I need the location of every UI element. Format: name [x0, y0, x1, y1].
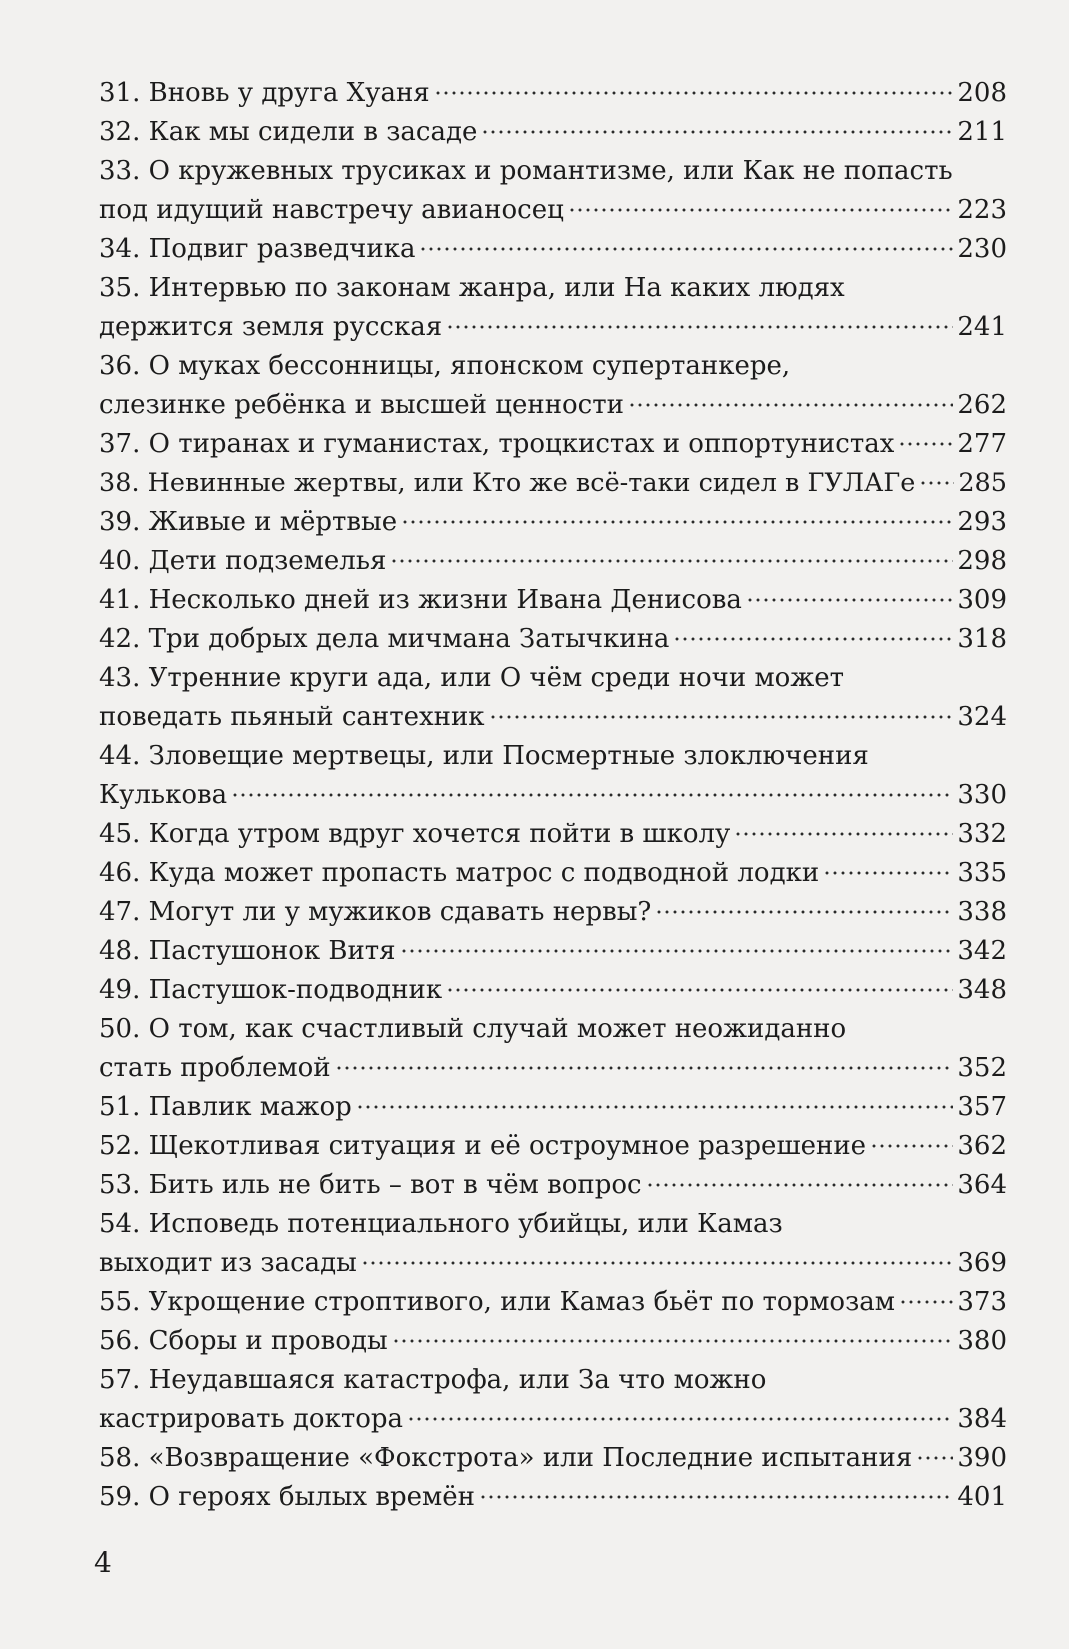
- toc-entry-title: Пастушок-подводник: [148, 975, 443, 1005]
- toc-entry-title: Неудавшаяся катастрофа, или За что можно: [148, 1365, 767, 1395]
- toc-entry-title-line: [99, 1361, 1007, 1400]
- toc-entry-page: 318: [957, 624, 1007, 654]
- dot-leader: [231, 780, 953, 806]
- toc-entry: [99, 74, 1007, 113]
- dot-leader: [489, 702, 954, 728]
- toc-entry-title: Дети подземелья: [148, 546, 387, 576]
- toc-entry: [99, 1439, 1007, 1478]
- dot-leader: [746, 585, 953, 611]
- toc-entry-page: 277: [957, 429, 1007, 459]
- toc-entry-title-line: [99, 854, 1007, 893]
- toc-entry-title: Утренние круги ада, или О чём среди ночи может: [148, 663, 845, 693]
- toc-entry-title-wrap: [99, 113, 477, 152]
- toc-entry: [99, 737, 1007, 815]
- toc-entry-title: поведать пьяный сантехник: [99, 702, 485, 732]
- dot-leader: [916, 1443, 953, 1469]
- toc-entry-title: Вновь у друга Хуаня: [148, 78, 430, 108]
- toc-entry-page: 230: [957, 234, 1007, 264]
- toc-entry-page: 390: [957, 1443, 1007, 1473]
- dot-leader: [361, 1248, 954, 1274]
- toc-entry-title-line: [99, 191, 1007, 230]
- toc-entry: [99, 854, 1007, 893]
- toc-entry-number: 33.: [99, 156, 141, 186]
- toc-entry-page: 330: [957, 780, 1007, 810]
- toc-entry-page: 324: [957, 702, 1007, 732]
- toc-entry-number: 43.: [99, 663, 141, 693]
- toc-entry-title: Подвиг разведчика: [148, 234, 416, 264]
- toc-entry-title-line: [99, 1088, 1007, 1127]
- toc-entry-page: 401: [957, 1482, 1007, 1512]
- toc-entry-title: Щекотливая ситуация и её остроумное разрешение: [148, 1131, 867, 1161]
- toc-entry-number: 40.: [99, 546, 141, 576]
- toc-entry-number: 56.: [99, 1326, 141, 1356]
- toc-entry-title-wrap: [99, 620, 669, 659]
- toc-entry-title: Невинные жертвы, или Кто же всё-таки сидел в ГУЛАГе: [147, 468, 916, 498]
- toc-entry-title-line: [99, 1205, 1007, 1244]
- toc-entry-title: О муках бессонницы, японском супертанкере,: [148, 351, 791, 381]
- dot-leader: [899, 1287, 953, 1313]
- toc-entry: [99, 893, 1007, 932]
- toc-entry-title-line: [99, 308, 1007, 347]
- toc-entry: [99, 1478, 1007, 1517]
- dot-leader: [919, 469, 954, 495]
- toc-entry-number: 55.: [99, 1287, 141, 1317]
- dot-leader: [419, 234, 953, 260]
- toc-entry-title-wrap: [99, 698, 485, 737]
- toc-entry-page: 362: [957, 1131, 1007, 1161]
- toc-entry-page: 208: [957, 78, 1007, 108]
- toc-entry: [99, 1205, 1007, 1283]
- toc-entry-page: 380: [957, 1326, 1007, 1356]
- toc-entry-number: 41.: [99, 585, 141, 615]
- toc-entry: [99, 503, 1007, 542]
- toc-entry-number: 47.: [99, 897, 141, 927]
- toc-entry-title-line: [99, 1400, 1007, 1439]
- toc-entry-title-line: [99, 737, 1007, 776]
- toc-entry: [99, 659, 1007, 737]
- dot-leader: [823, 858, 953, 884]
- dot-leader: [870, 1131, 953, 1157]
- toc-entry-page: 357: [957, 1092, 1007, 1122]
- toc-entry: [99, 542, 1007, 581]
- toc-entry: [99, 113, 1007, 152]
- toc-entry-number: 31.: [99, 78, 141, 108]
- toc-entry-title: Как мы сидели в засаде: [148, 117, 478, 147]
- toc-entry-number: 48.: [99, 936, 141, 966]
- toc-entry-number: 51.: [99, 1092, 141, 1122]
- toc-entry-page: 335: [957, 858, 1007, 888]
- dot-leader: [400, 936, 954, 962]
- toc-entry: [99, 971, 1007, 1010]
- toc-entry-title: О тиранах и гуманистах, троцкистах и оппортунистах: [148, 429, 895, 459]
- table-of-contents: [99, 74, 1007, 1517]
- toc-entry-title-line: [99, 1439, 1007, 1478]
- toc-entry-title-wrap: [99, 1478, 475, 1517]
- toc-entry-page: 298: [957, 546, 1007, 576]
- toc-entry-page: 332: [957, 819, 1007, 849]
- dot-leader: [335, 1053, 954, 1079]
- toc-entry-number: 52.: [99, 1131, 141, 1161]
- toc-entry-title: держится земля русская: [99, 312, 443, 342]
- dot-leader: [655, 897, 953, 923]
- toc-entry-title: под идущий навстречу авианосец: [99, 195, 564, 225]
- toc-entry: [99, 581, 1007, 620]
- toc-entry-page: 293: [957, 507, 1007, 537]
- toc-entry-title-line: [99, 1049, 1007, 1088]
- dot-leader: [673, 624, 953, 650]
- toc-entry-title-line: [99, 893, 1007, 932]
- toc-entry-title: «Возвращение «Фокстрота» или Последние испытания: [148, 1443, 913, 1473]
- toc-entry-page: 348: [957, 975, 1007, 1005]
- dot-leader: [446, 975, 953, 1001]
- toc-entry-title-wrap: [99, 1400, 403, 1439]
- page-number: 4: [94, 1546, 112, 1579]
- toc-entry: [99, 620, 1007, 659]
- toc-entry-title: Кулькова: [99, 780, 228, 810]
- toc-entry-page: 338: [957, 897, 1007, 927]
- toc-entry-title-line: [99, 347, 1007, 386]
- toc-entry-title: Павлик мажор: [148, 1092, 352, 1122]
- toc-entry-number: 38.: [99, 468, 140, 498]
- dot-leader: [356, 1092, 954, 1118]
- toc-entry-title-wrap: [99, 464, 915, 503]
- toc-entry-page: 384: [957, 1404, 1007, 1434]
- toc-entry-page: 223: [957, 195, 1007, 225]
- toc-entry-number: 37.: [99, 429, 141, 459]
- dot-leader: [446, 312, 953, 338]
- toc-entry-title-wrap: [99, 1049, 331, 1088]
- toc-entry-title: О кружевных трусиках и романтизме, или Как не попасть: [148, 156, 953, 186]
- toc-entry-title-wrap: [99, 854, 819, 893]
- toc-entry-title-line: [99, 776, 1007, 815]
- dot-leader: [734, 819, 953, 845]
- dot-leader: [390, 546, 953, 572]
- toc-entry-title-line: [99, 698, 1007, 737]
- toc-entry-number: 59.: [99, 1482, 141, 1512]
- toc-entry: [99, 425, 1007, 464]
- toc-entry-title-wrap: [99, 74, 430, 113]
- toc-entry: [99, 1166, 1007, 1205]
- toc-entry-title: Куда может пропасть матрос с подводной лодки: [148, 858, 820, 888]
- toc-entry-title: слезинке ребёнка и высшей ценности: [99, 390, 624, 420]
- toc-entry-number: 42.: [99, 624, 141, 654]
- toc-entry-title: кастрировать доктора: [99, 1404, 404, 1434]
- toc-entry-title-wrap: [99, 581, 742, 620]
- toc-entry-title: Исповедь потенциального убийцы, или Камаз: [148, 1209, 783, 1239]
- toc-entry-title-wrap: [99, 1283, 895, 1322]
- toc-entry-title: О том, как счастливый случай может неожиданно: [148, 1014, 847, 1044]
- toc-entry-number: 32.: [99, 117, 141, 147]
- toc-entry-title-line: [99, 659, 1007, 698]
- toc-entry-title-wrap: [99, 1166, 642, 1205]
- toc-entry-number: 58.: [99, 1443, 141, 1473]
- toc-entry: [99, 1127, 1007, 1166]
- toc-entry-number: 34.: [99, 234, 141, 264]
- toc-entry-title: Сборы и проводы: [148, 1326, 388, 1356]
- dot-leader: [898, 429, 953, 455]
- toc-entry-title-line: [99, 230, 1007, 269]
- toc-entry-title: стать проблемой: [99, 1053, 331, 1083]
- toc-entry-title-wrap: [99, 503, 397, 542]
- toc-entry-title-wrap: [99, 1244, 357, 1283]
- toc-entry-title-line: [99, 932, 1007, 971]
- toc-entry-title-wrap: [99, 932, 396, 971]
- toc-entry-page: 352: [957, 1053, 1007, 1083]
- toc-entry-title: Живые и мёртвые: [148, 507, 398, 537]
- toc-entry: [99, 1322, 1007, 1361]
- toc-entry: [99, 230, 1007, 269]
- toc-entry-title-line: [99, 113, 1007, 152]
- toc-entry-number: 35.: [99, 273, 141, 303]
- dot-leader: [568, 195, 954, 221]
- toc-entry-page: 309: [957, 585, 1007, 615]
- toc-entry-title-wrap: [99, 893, 651, 932]
- toc-entry-title-wrap: [99, 1439, 912, 1478]
- toc-entry: [99, 1010, 1007, 1088]
- toc-entry-title: Укрощение строптивого, или Камаз бьёт по тормозам: [148, 1287, 895, 1317]
- toc-entry-title-line: [99, 74, 1007, 113]
- toc-entry-title: Зловещие мертвецы, или Посмертные злоключения: [148, 741, 869, 771]
- dot-leader: [392, 1326, 954, 1352]
- toc-entry-title-wrap: [99, 1088, 352, 1127]
- dot-leader: [479, 1482, 953, 1508]
- toc-entry-title-line: [99, 1127, 1007, 1166]
- toc-entry-title-wrap: [99, 542, 386, 581]
- toc-entry-number: 46.: [99, 858, 141, 888]
- toc-entry-title-line: [99, 152, 1007, 191]
- toc-entry-number: 39.: [99, 507, 141, 537]
- toc-entry-title-line: [99, 620, 1007, 659]
- toc-entry-title: Могут ли у мужиков сдавать нервы?: [148, 897, 652, 927]
- toc-entry-title-wrap: [99, 191, 564, 230]
- toc-entry: [99, 152, 1007, 230]
- toc-entry-page: 369: [957, 1248, 1007, 1278]
- toc-entry: [99, 815, 1007, 854]
- toc-entry-number: 44.: [99, 741, 141, 771]
- toc-entry-number: 53.: [99, 1170, 141, 1200]
- toc-entry-title: Когда утром вдруг хочется пойти в школу: [148, 819, 731, 849]
- toc-entry-page: 373: [957, 1287, 1007, 1317]
- toc-entry-number: 54.: [99, 1209, 141, 1239]
- toc-entry-title-wrap: [99, 1322, 388, 1361]
- toc-entry-title-line: [99, 542, 1007, 581]
- toc-entry-title: Бить иль не бить – вот в чём вопрос: [148, 1170, 642, 1200]
- toc-entry-title-line: [99, 971, 1007, 1010]
- toc-entry-number: 57.: [99, 1365, 141, 1395]
- dot-leader: [434, 78, 954, 104]
- toc-entry-page: 342: [957, 936, 1007, 966]
- toc-entry-title-line: [99, 1166, 1007, 1205]
- toc-entry-page: 364: [957, 1170, 1007, 1200]
- toc-entry-title-wrap: [99, 776, 227, 815]
- toc-entry-title: Три добрых дела мичмана Затычкина: [148, 624, 670, 654]
- toc-entry-number: 50.: [99, 1014, 141, 1044]
- toc-entry-title-wrap: [99, 230, 415, 269]
- toc-entry: [99, 932, 1007, 971]
- toc-entry-title: Интервью по законам жанра, или На каких людях: [148, 273, 845, 303]
- dot-leader: [646, 1170, 954, 1196]
- toc-entry-title-wrap: [99, 815, 730, 854]
- toc-entry-title: Несколько дней из жизни Ивана Денисова: [148, 585, 742, 615]
- toc-entry: [99, 347, 1007, 425]
- toc-entry-title-line: [99, 503, 1007, 542]
- toc-entry-page: 211: [957, 117, 1007, 147]
- toc-entry-title: Пастушонок Витя: [148, 936, 396, 966]
- toc-entry-title: О героях былых времён: [148, 1482, 475, 1512]
- dot-leader: [628, 390, 953, 416]
- toc-entry-title-line: [99, 269, 1007, 308]
- toc-entry-title-wrap: [99, 425, 894, 464]
- toc-entry-title-wrap: [99, 308, 442, 347]
- toc-entry-number: 49.: [99, 975, 141, 1005]
- toc-entry-title-line: [99, 1283, 1007, 1322]
- toc-entry: [99, 269, 1007, 347]
- toc-entry: [99, 1088, 1007, 1127]
- toc-entry: [99, 464, 1007, 503]
- dot-leader: [401, 507, 953, 533]
- toc-entry-title: выходит из засады: [99, 1248, 357, 1278]
- toc-entry-title-line: [99, 1322, 1007, 1361]
- toc-entry-title-line: [99, 464, 1007, 503]
- toc-entry: [99, 1361, 1007, 1439]
- dot-leader: [407, 1404, 953, 1430]
- toc-entry: [99, 1283, 1007, 1322]
- toc-entry-page: 241: [957, 312, 1007, 342]
- dot-leader: [481, 117, 953, 143]
- toc-entry-title-line: [99, 1010, 1007, 1049]
- toc-entry-title-line: [99, 1478, 1007, 1517]
- toc-entry-number: 36.: [99, 351, 141, 381]
- toc-entry-page: 262: [957, 390, 1007, 420]
- toc-entry-title-wrap: [99, 1127, 866, 1166]
- toc-entry-title-wrap: [99, 386, 624, 425]
- toc-entry-page: 285: [958, 468, 1007, 498]
- toc-entry-number: 45.: [99, 819, 141, 849]
- toc-entry-title-line: [99, 1244, 1007, 1283]
- toc-entry-title-line: [99, 425, 1007, 464]
- toc-entry-title-wrap: [99, 971, 442, 1010]
- toc-entry-title-line: [99, 581, 1007, 620]
- toc-entry-title-line: [99, 386, 1007, 425]
- toc-entry-title-line: [99, 815, 1007, 854]
